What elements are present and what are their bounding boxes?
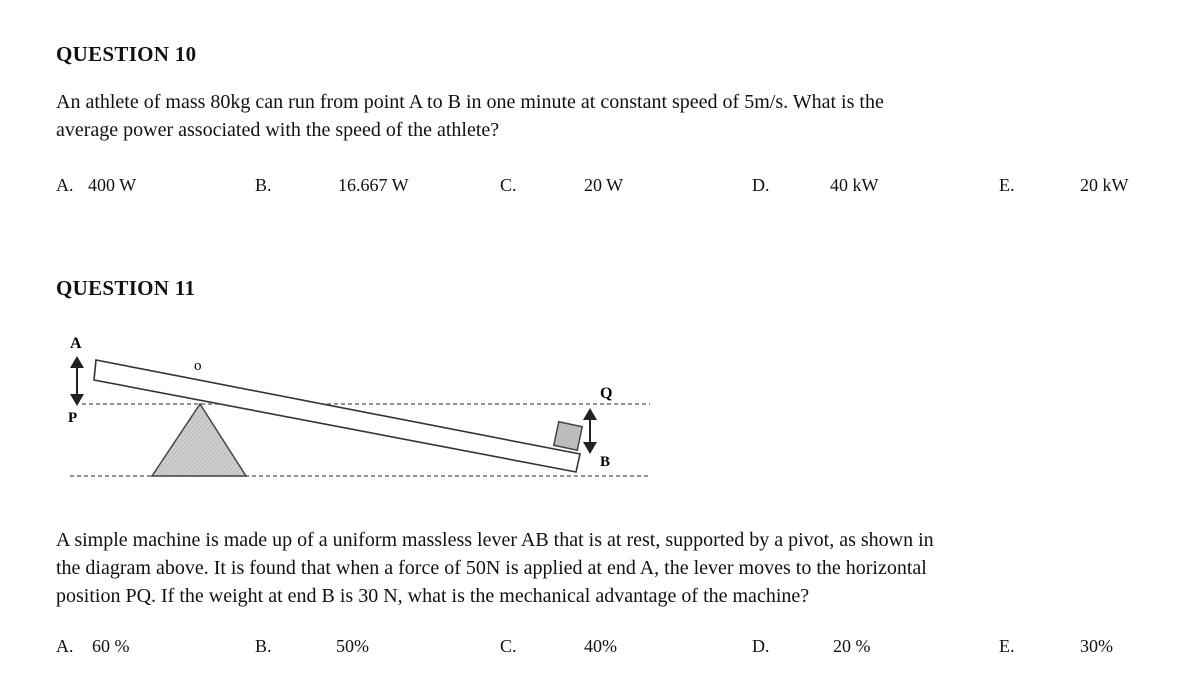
q10-option-a-value: 400 W	[88, 175, 137, 195]
weight-block	[554, 422, 582, 450]
q10-option-e-value: 20 kW	[1080, 175, 1129, 195]
q10-option-e-letter: E.	[999, 175, 1015, 195]
question-10-heading: QUESTION 10	[56, 42, 197, 66]
q10-option-b-value: 16.667 W	[338, 175, 409, 195]
question-11-text-line-1: A simple machine is made up of a uniform massless lever AB that is at rest, supported by a pivot, as shown in	[56, 529, 934, 551]
q10-option-c-letter: C.	[500, 175, 517, 195]
question-11-text-line-3: position PQ. If the weight at end B is 30 N, what is the mechanical advantage of the machine?	[56, 585, 810, 607]
arrow-q-b-icon	[583, 408, 597, 454]
label-a: A	[70, 335, 82, 352]
pivot-triangle	[152, 404, 246, 476]
q10-option-d-value: 40 kW	[830, 175, 879, 195]
question-10-text-line-2: average power associated with the speed of the athlete?	[56, 119, 500, 141]
question-11-text-line-2: the diagram above. It is found that when a force of 50N is applied at end A, the lever moves to the horizontal	[56, 557, 927, 579]
q11-option-a-letter: A.	[56, 636, 74, 656]
q11-option-b-letter: B.	[255, 636, 272, 656]
q11-option-a-value: 60 %	[92, 636, 130, 656]
label-b: B	[600, 454, 611, 470]
q10-option-b-letter: B.	[255, 175, 272, 195]
q10-option-d-letter: D.	[752, 175, 770, 195]
label-p: P	[68, 410, 78, 426]
q11-option-e-letter: E.	[999, 636, 1015, 656]
q10-option-a-letter: A.	[56, 175, 74, 195]
q11-option-d-value: 20 %	[833, 636, 871, 656]
label-o: o	[194, 358, 202, 374]
q11-option-b-value: 50%	[336, 636, 369, 656]
q11-option-e-value: 30%	[1080, 636, 1113, 656]
label-q: Q	[600, 385, 613, 402]
lever-diagram	[60, 330, 660, 490]
q10-option-c-value: 20 W	[584, 175, 624, 195]
q11-option-d-letter: D.	[752, 636, 770, 656]
q11-option-c-value: 40%	[584, 636, 617, 656]
question-11-heading: QUESTION 11	[56, 276, 196, 300]
q11-option-c-letter: C.	[500, 636, 517, 656]
question-10-text-line-1: An athlete of mass 80kg can run from point A to B in one minute at constant speed of 5m/s. What is the	[56, 91, 884, 113]
arrow-a-p-icon	[70, 356, 84, 406]
